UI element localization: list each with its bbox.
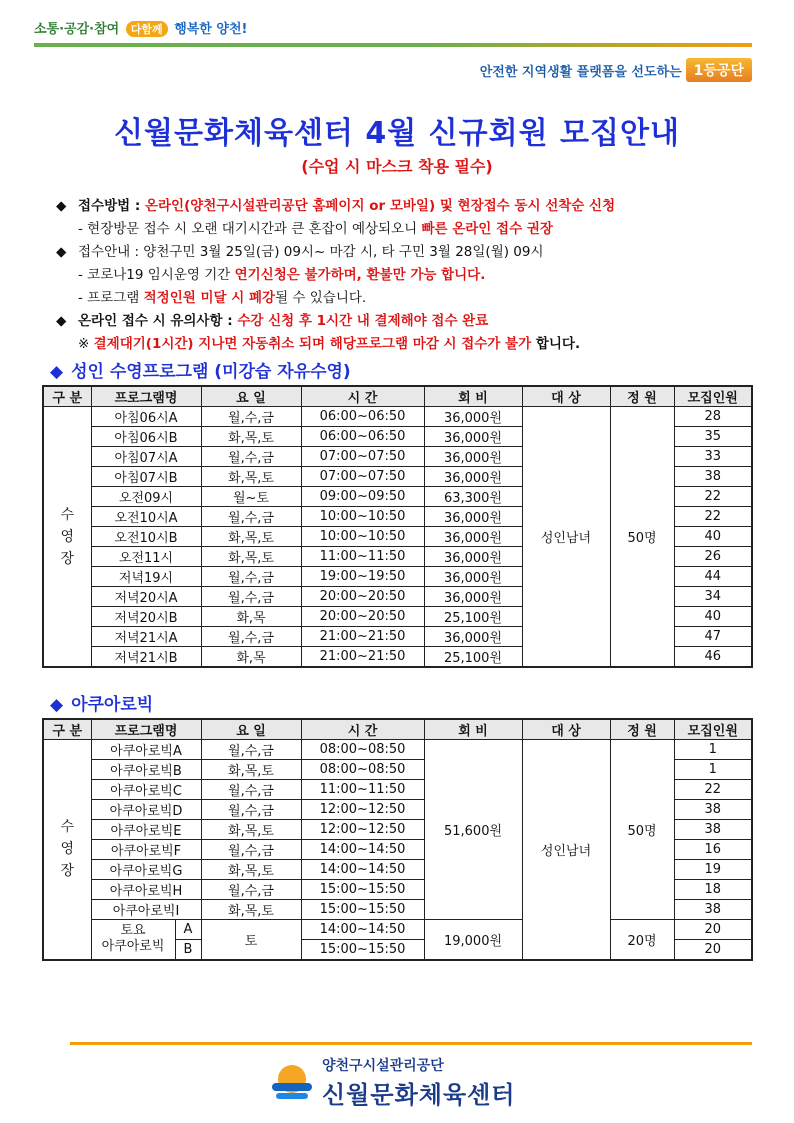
- time-cell: 20:00~20:50: [301, 607, 424, 627]
- time-cell: 14:00~14:50: [301, 920, 424, 940]
- time-cell: 11:00~11:50: [301, 547, 424, 567]
- recruit-count-cell: 22: [674, 507, 752, 527]
- time-cell: 21:00~21:50: [301, 627, 424, 647]
- day-cell: 화,목,토: [201, 427, 301, 447]
- recruit-count-cell: 20: [674, 940, 752, 960]
- footer: [270, 1055, 515, 1110]
- table-header-row: [43, 719, 752, 740]
- vision-badge: 1등공단: [686, 58, 752, 82]
- col-header: 프로그램명: [91, 719, 201, 740]
- info-line: ◆ 접수안내 : 양천구민 3월 25일(금) 09시~ 마감 시, 타 구민 3월 28일(월) 09시: [56, 241, 756, 264]
- col-header: 정 원: [610, 386, 674, 407]
- fee-cell: 63,300원: [424, 487, 522, 507]
- category-cell: 수 영 장: [43, 740, 91, 960]
- fee-cell: 36,000원: [424, 467, 522, 487]
- header-slogan: [34, 18, 247, 37]
- time-cell: 14:00~14:50: [301, 840, 424, 860]
- recruit-count-cell: 34: [674, 587, 752, 607]
- footer-org-name: 양천구시설관리공단: [322, 1058, 444, 1074]
- program-name-cell: 아침07시B: [91, 467, 201, 487]
- time-cell: 19:00~19:50: [301, 567, 424, 587]
- top-divider: [34, 43, 752, 47]
- col-header: 구 분: [43, 719, 91, 740]
- time-cell: 15:00~15:50: [301, 900, 424, 920]
- col-header: 구 분: [43, 386, 91, 407]
- time-cell: 06:00~06:50: [301, 407, 424, 427]
- fee-cell: 25,100원: [424, 607, 522, 627]
- capacity-cell: 50명: [610, 740, 674, 920]
- time-cell: 06:00~06:50: [301, 427, 424, 447]
- recruit-count-cell: 46: [674, 647, 752, 668]
- program-name-cell: 저녁19시: [91, 567, 201, 587]
- vision-text: 안전한 지역생활 플랫폼을 선도하는: [479, 64, 682, 80]
- recruit-count-cell: 28: [674, 407, 752, 427]
- day-cell: 월,수,금: [201, 800, 301, 820]
- fee-cell: 36,000원: [424, 527, 522, 547]
- day-cell: 월,수,금: [201, 407, 301, 427]
- time-cell: 12:00~12:50: [301, 800, 424, 820]
- recruit-count-cell: 18: [674, 880, 752, 900]
- diamond-bullet-icon: ◆: [56, 198, 67, 214]
- info-line: ※ 결제대기(1시간) 지나면 자동취소 되며 해당프로그램 마감 시 접수가 불가 합니다.: [78, 336, 581, 352]
- day-cell: 화,목,토: [201, 467, 301, 487]
- recruit-count-cell: 35: [674, 427, 752, 447]
- recruit-count-cell: 38: [674, 900, 752, 920]
- table-row: [43, 740, 752, 760]
- program-name-cell: 아쿠아로빅C: [91, 780, 201, 800]
- diamond-bullet-icon: ◆: [50, 695, 64, 715]
- col-header: 회 비: [424, 719, 522, 740]
- day-cell: 화,목: [201, 647, 301, 668]
- footer-center-name: 신월문화체육센터: [322, 1081, 516, 1109]
- col-header: 대 상: [522, 386, 610, 407]
- time-cell: 08:00~08:50: [301, 760, 424, 780]
- fee-cell: 51,600원: [424, 740, 522, 920]
- day-cell: 화,목,토: [201, 760, 301, 780]
- program-name-cell: 아쿠아로빅A: [91, 740, 201, 760]
- program-name-cell: 저녁20시A: [91, 587, 201, 607]
- aqua-section-title: ◆ 아쿠아로빅: [50, 695, 154, 715]
- col-header: 시 간: [301, 719, 424, 740]
- day-cell: 월,수,금: [201, 587, 301, 607]
- col-header: 정 원: [610, 719, 674, 740]
- day-cell: 월,수,금: [201, 567, 301, 587]
- fee-cell: 36,000원: [424, 407, 522, 427]
- program-name-cell: 아침06시B: [91, 427, 201, 447]
- slogan-text: 소통·공감·참여: [34, 22, 120, 37]
- day-cell: 화,목,토: [201, 900, 301, 920]
- time-cell: 07:00~07:50: [301, 467, 424, 487]
- program-name-cell: 아쿠아로빅H: [91, 880, 201, 900]
- recruit-count-cell: 1: [674, 760, 752, 780]
- program-name-cell: 토요 아쿠아로빅: [91, 920, 175, 960]
- time-cell: 15:00~15:50: [301, 940, 424, 960]
- time-cell: 21:00~21:50: [301, 647, 424, 668]
- recruit-count-cell: 38: [674, 800, 752, 820]
- category-cell: 수 영 장: [43, 407, 91, 668]
- info-line: - 코로나19 임시운영 기간 연기신청은 불가하며, 환불만 가능 합니다.: [78, 267, 486, 283]
- day-cell: 월~토: [201, 487, 301, 507]
- fee-cell: 25,100원: [424, 647, 522, 668]
- fee-cell: 36,000원: [424, 587, 522, 607]
- day-cell: 월,수,금: [201, 507, 301, 527]
- fee-cell: 36,000원: [424, 547, 522, 567]
- program-name-cell: 아쿠아로빅D: [91, 800, 201, 820]
- center-logo-icon: [270, 1061, 314, 1105]
- info-line: - 프로그램 적정인원 미달 시 폐강될 수 있습니다.: [78, 290, 367, 306]
- col-header: 회 비: [424, 386, 522, 407]
- program-name-cell: 저녁20시B: [91, 607, 201, 627]
- target-cell: 성인남녀: [522, 740, 610, 960]
- recruit-count-cell: 40: [674, 607, 752, 627]
- time-cell: 08:00~08:50: [301, 740, 424, 760]
- recruit-count-cell: 40: [674, 527, 752, 547]
- fee-cell: 36,000원: [424, 447, 522, 467]
- swim-schedule-table: [42, 385, 753, 668]
- swim-section-title: ◆ 성인 수영프로그램 (미강습 자유수영): [50, 362, 351, 382]
- recruit-count-cell: 20: [674, 920, 752, 940]
- time-cell: 15:00~15:50: [301, 880, 424, 900]
- time-cell: 10:00~10:50: [301, 527, 424, 547]
- info-line: ◆ 접수방법 : 온라인(양천구시설관리공단 홈페이지 or 모바일) 및 현장접수 동시 선착순 신청: [56, 195, 756, 218]
- program-name-cell: 아쿠아로빅G: [91, 860, 201, 880]
- program-name-cell: 저녁21시B: [91, 647, 201, 668]
- recruit-count-cell: 19: [674, 860, 752, 880]
- fee-cell: 36,000원: [424, 427, 522, 447]
- diamond-bullet-icon: ◆: [50, 362, 64, 382]
- day-cell: 화,목,토: [201, 527, 301, 547]
- info-line: - 현장방문 접수 시 오랜 대기시간과 큰 혼잡이 예상되오니 빠른 온라인 접수 권장: [78, 221, 553, 237]
- capacity-cell: 50명: [610, 407, 674, 668]
- recruit-count-cell: 22: [674, 780, 752, 800]
- recruit-count-cell: 38: [674, 820, 752, 840]
- recruit-count-cell: 22: [674, 487, 752, 507]
- time-cell: 11:00~11:50: [301, 780, 424, 800]
- fee-cell: 36,000원: [424, 627, 522, 647]
- page-title: 신월문화체육센터 4월 신규회원 모집안내: [114, 116, 680, 151]
- fee-cell: 19,000원: [424, 920, 522, 960]
- col-header: 모집인원: [674, 386, 752, 407]
- program-name-cell: 아침06시A: [91, 407, 201, 427]
- recruit-count-cell: 47: [674, 627, 752, 647]
- day-cell: 토: [201, 920, 301, 960]
- time-cell: 09:00~09:50: [301, 487, 424, 507]
- diamond-bullet-icon: ◆: [56, 313, 67, 329]
- program-name-cell: 오전10시A: [91, 507, 201, 527]
- col-header: 프로그램명: [91, 386, 201, 407]
- capacity-cell: 20명: [610, 920, 674, 960]
- recruit-count-cell: 44: [674, 567, 752, 587]
- table-header-row: [43, 386, 752, 407]
- day-cell: 월,수,금: [201, 740, 301, 760]
- slogan-badge: 다함께: [126, 21, 168, 37]
- aqua-schedule-table: [42, 718, 753, 961]
- time-cell: 20:00~20:50: [301, 587, 424, 607]
- program-name-cell: 아침07시A: [91, 447, 201, 467]
- program-name-cell: 아쿠아로빅F: [91, 840, 201, 860]
- program-name-cell: 오전10시B: [91, 527, 201, 547]
- day-cell: 월,수,금: [201, 447, 301, 467]
- bottom-divider: [70, 1042, 752, 1045]
- sub-class-label-cell: B: [175, 940, 201, 960]
- recruit-count-cell: 16: [674, 840, 752, 860]
- day-cell: 화,목,토: [201, 547, 301, 567]
- day-cell: 월,수,금: [201, 840, 301, 860]
- day-cell: 화,목,토: [201, 860, 301, 880]
- day-cell: 월,수,금: [201, 880, 301, 900]
- program-name-cell: 아쿠아로빅E: [91, 820, 201, 840]
- program-name-cell: 저녁21시A: [91, 627, 201, 647]
- col-header: 요 일: [201, 386, 301, 407]
- time-cell: 07:00~07:50: [301, 447, 424, 467]
- col-header: 대 상: [522, 719, 610, 740]
- vision-banner: [480, 58, 752, 82]
- time-cell: 12:00~12:50: [301, 820, 424, 840]
- slogan-text-2: 행복한 양천!: [174, 22, 248, 37]
- recruit-count-cell: 26: [674, 547, 752, 567]
- table-row: [43, 920, 752, 940]
- day-cell: 월,수,금: [201, 780, 301, 800]
- col-header: 요 일: [201, 719, 301, 740]
- time-cell: 10:00~10:50: [301, 507, 424, 527]
- col-header: 시 간: [301, 386, 424, 407]
- program-name-cell: 오전11시: [91, 547, 201, 567]
- info-block: [56, 195, 756, 356]
- day-cell: 월,수,금: [201, 627, 301, 647]
- program-name-cell: 오전09시: [91, 487, 201, 507]
- recruit-count-cell: 33: [674, 447, 752, 467]
- day-cell: 화,목: [201, 607, 301, 627]
- fee-cell: 36,000원: [424, 507, 522, 527]
- page-subtitle: (수업 시 마스크 착용 필수): [301, 157, 493, 176]
- fee-cell: 36,000원: [424, 567, 522, 587]
- diamond-bullet-icon: ◆: [56, 244, 67, 260]
- recruit-count-cell: 1: [674, 740, 752, 760]
- day-cell: 화,목,토: [201, 820, 301, 840]
- time-cell: 14:00~14:50: [301, 860, 424, 880]
- table-row: [43, 407, 752, 427]
- target-cell: 성인남녀: [522, 407, 610, 668]
- program-name-cell: 아쿠아로빅B: [91, 760, 201, 780]
- col-header: 모집인원: [674, 719, 752, 740]
- recruit-count-cell: 38: [674, 467, 752, 487]
- sub-class-label-cell: A: [175, 920, 201, 940]
- info-line: ◆ 온라인 접수 시 유의사항 : 수강 신청 후 1시간 내 결제해야 접수 완료: [56, 310, 756, 333]
- program-name-cell: 아쿠아로빅I: [91, 900, 201, 920]
